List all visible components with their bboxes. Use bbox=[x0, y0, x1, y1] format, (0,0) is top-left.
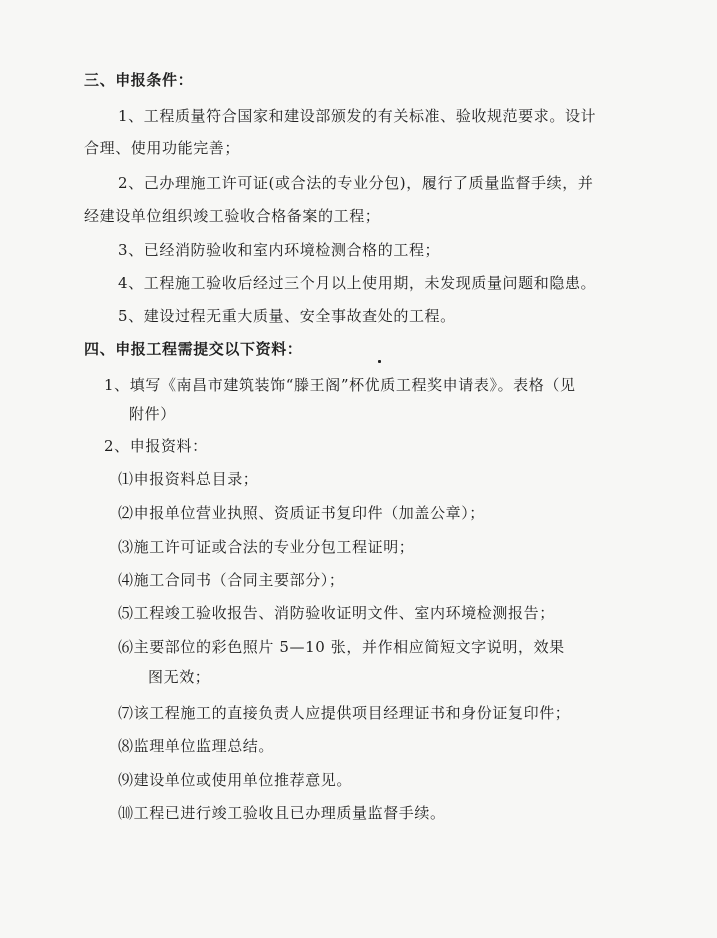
material-sub-7: ⑺该工程施工的直接负责人应提供项目经理证书和身份证复印件； bbox=[118, 704, 571, 722]
section-3-heading: 三、申报条件： bbox=[84, 71, 194, 89]
condition-1-line-2: 合理、使用功能完善； bbox=[84, 139, 241, 157]
material-sub-8: ⑻监理单位监理总结。 bbox=[118, 737, 275, 755]
scan-speck bbox=[378, 360, 381, 363]
material-sub-2: ⑵申报单位营业执照、资质证书复印件（加盖公章）； bbox=[118, 504, 485, 522]
material-sub-9: ⑼建设单位或使用单位推荐意见。 bbox=[118, 771, 353, 789]
material-sub-10: ⑽工程已进行竣工验收且已办理质量监督手续。 bbox=[118, 804, 446, 822]
material-sub-6-line-1: ⑹主要部位的彩色照片 5—10 张，并作相应简短文字说明，效果 bbox=[118, 638, 565, 656]
material-sub-5: ⑸工程竣工验收报告、消防验收证明文件、室内环境检测报告； bbox=[118, 604, 555, 622]
condition-3: 3、已经消防验收和室内环境检测合格的工程； bbox=[118, 241, 441, 259]
condition-2-line-2: 经建设单位组织竣工验收合格备案的工程； bbox=[84, 207, 381, 225]
condition-5: 5、建设过程无重大质量、安全事故查处的工程。 bbox=[118, 307, 456, 325]
material-1-line-2: 附件） bbox=[129, 405, 176, 423]
material-2: 2、申报资料： bbox=[104, 437, 208, 455]
condition-2-line-1: 2、己办理施工许可证(或合法的专业分包)，履行了质量监督手续，并 bbox=[118, 174, 594, 192]
material-sub-1: ⑴申报资料总目录； bbox=[118, 470, 259, 488]
material-1-line-1: 1、填写《南昌市建筑装饰“滕王阁”杯优质工程奖申请表》。表格（见 bbox=[104, 376, 576, 394]
material-sub-6-line-2: 图无效； bbox=[148, 668, 211, 686]
condition-4: 4、工程施工验收后经过三个月以上使用期，未发现质量问题和隐患。 bbox=[118, 274, 597, 292]
condition-1-line-1: 1、工程质量符合国家和建设部颁发的有关标准、验收规范要求。设计 bbox=[118, 107, 597, 125]
material-sub-3: ⑶施工许可证或合法的专业分包工程证明； bbox=[118, 538, 415, 556]
material-sub-4: ⑷施工合同书（合同主要部分）； bbox=[118, 571, 345, 589]
section-4-heading: 四、申报工程需提交以下资料： bbox=[84, 340, 303, 358]
